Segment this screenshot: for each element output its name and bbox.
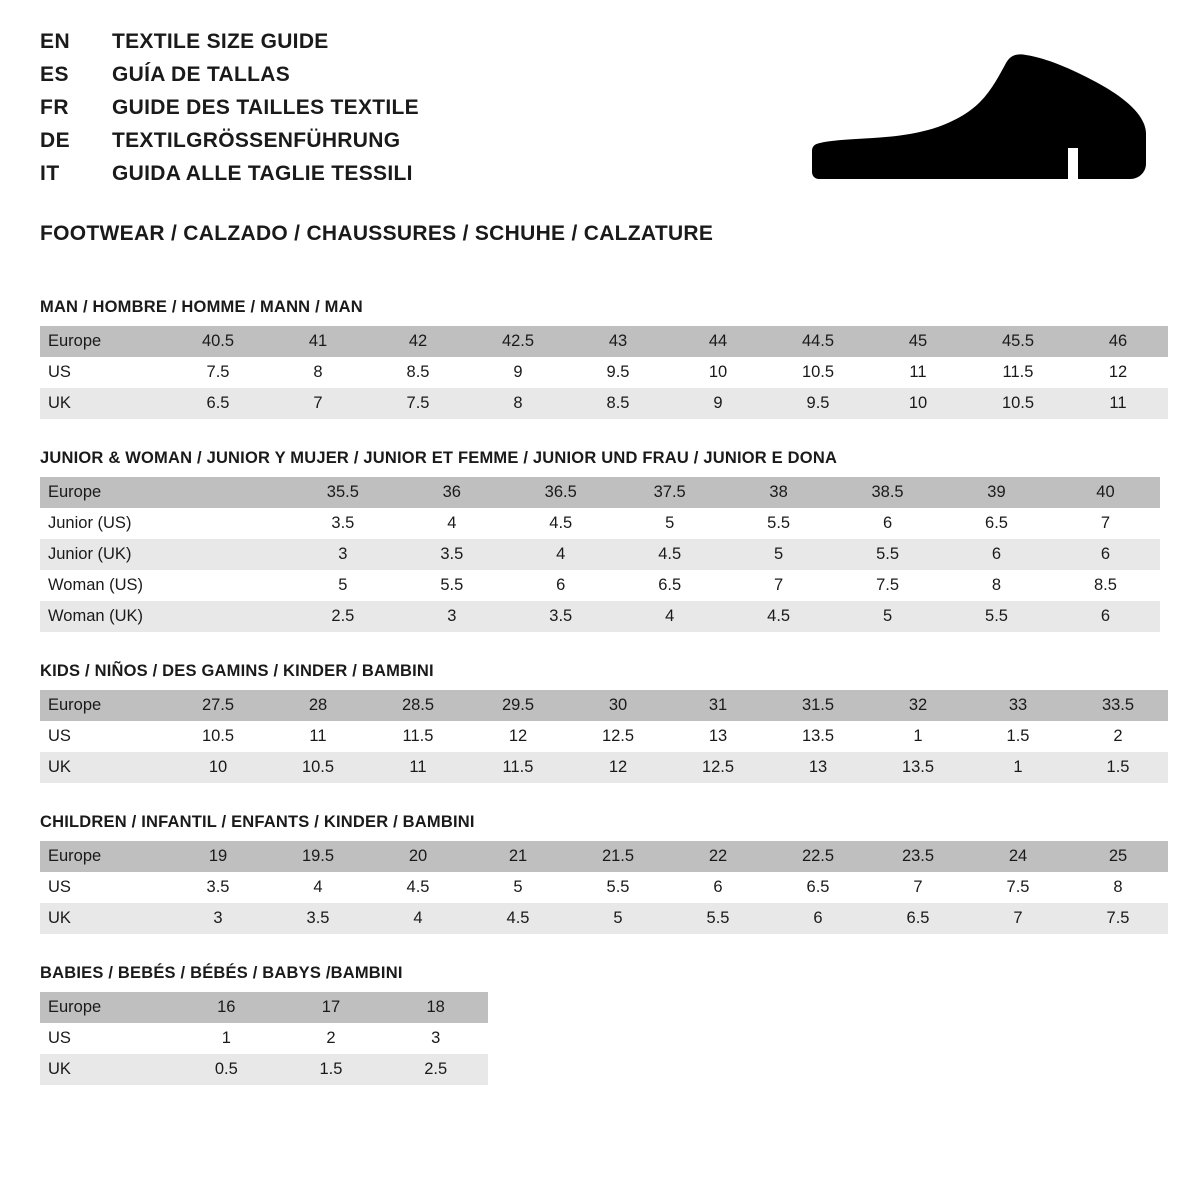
- section-title: CHILDREN / INFANTIL / ENFANTS / KINDER / BAMBINI: [40, 813, 475, 831]
- table-cell: 37.5: [615, 477, 724, 508]
- table-cell: 6: [1051, 601, 1160, 632]
- table-cell: 10.5: [968, 388, 1068, 419]
- table-cell: 7: [724, 570, 833, 601]
- table-cell: 30: [568, 690, 668, 721]
- table-row: [40, 388, 1168, 419]
- table-cell: 33: [968, 690, 1068, 721]
- table-cell: 3.5: [506, 601, 615, 632]
- table-cell: 19: [168, 841, 268, 872]
- table-cell: 24: [968, 841, 1068, 872]
- table-cell: 4.5: [615, 539, 724, 570]
- row-label: Europe: [40, 690, 168, 721]
- table-cell: 4: [368, 903, 468, 934]
- language-row: [40, 96, 419, 129]
- row-label: US: [40, 721, 168, 752]
- table-cell: 20: [368, 841, 468, 872]
- table-cell: 38.5: [833, 477, 942, 508]
- language-row: [40, 129, 419, 162]
- table-cell: 4: [506, 539, 615, 570]
- language-code: ES: [40, 63, 70, 86]
- table-cell: 21: [468, 841, 568, 872]
- size-table-section: [40, 662, 1160, 783]
- section-title: MAN / HOMBRE / HOMME / MANN / MAN: [40, 298, 363, 316]
- table-cell: 5: [724, 539, 833, 570]
- table-cell: 11.5: [368, 721, 468, 752]
- table-cell: 7: [968, 903, 1068, 934]
- table-cell: 36.5: [506, 477, 615, 508]
- table-cell: 6: [1051, 539, 1160, 570]
- table-cell: [179, 601, 288, 632]
- category-title: FOOTWEAR / CALZADO / CHAUSSURES / SCHUHE / CALZATURE: [40, 222, 714, 245]
- table-cell: 3: [288, 539, 397, 570]
- dress-shoe-icon: [810, 52, 1150, 182]
- table-cell: 8.5: [568, 388, 668, 419]
- table-cell: 12: [1068, 357, 1168, 388]
- table-cell: 5.5: [942, 601, 1051, 632]
- language-list: [40, 30, 419, 195]
- table-cell: 11: [268, 721, 368, 752]
- table-cell: 8: [1068, 872, 1168, 903]
- table-cell: 11: [1068, 388, 1168, 419]
- table-cell: 33.5: [1068, 690, 1168, 721]
- table-cell: 12.5: [668, 752, 768, 783]
- table-cell: 8: [268, 357, 368, 388]
- table-cell: 38: [724, 477, 833, 508]
- language-code: DE: [40, 129, 71, 152]
- size-table-section: [40, 813, 1160, 934]
- table-cell: 8.5: [1051, 570, 1160, 601]
- table-cell: 18: [383, 992, 488, 1023]
- table-cell: 3: [168, 903, 268, 934]
- table-cell: 7.5: [368, 388, 468, 419]
- table-cell: 29.5: [468, 690, 568, 721]
- row-label: UK: [40, 752, 168, 783]
- table-cell: 45: [868, 326, 968, 357]
- section-title: BABIES / BEBÉS / BÉBÉS / BABYS /BAMBINI: [40, 964, 403, 982]
- table-cell: 6: [668, 872, 768, 903]
- table-row: [40, 1023, 488, 1054]
- table-cell: 10.5: [168, 721, 268, 752]
- table-row: [40, 1054, 488, 1085]
- row-label: Woman (US): [40, 570, 179, 601]
- table-cell: 6.5: [868, 903, 968, 934]
- section-spacer: [40, 419, 1160, 449]
- row-label: UK: [40, 1054, 174, 1085]
- table-cell: 1.5: [968, 721, 1068, 752]
- table-cell: 7.5: [968, 872, 1068, 903]
- table-cell: 3.5: [268, 903, 368, 934]
- row-label: Junior (US): [40, 508, 179, 539]
- table-cell: 2.5: [383, 1054, 488, 1085]
- table-cell: 35.5: [288, 477, 397, 508]
- section-spacer: [40, 1085, 1160, 1115]
- table-cell: 3.5: [397, 539, 506, 570]
- table-cell: 1: [868, 721, 968, 752]
- table-cell: 41: [268, 326, 368, 357]
- table-cell: 3: [383, 1023, 488, 1054]
- row-label: Woman (UK): [40, 601, 179, 632]
- table-cell: 36: [397, 477, 506, 508]
- table-cell: 10: [168, 752, 268, 783]
- table-row: [40, 508, 1160, 539]
- table-cell: 25: [1068, 841, 1168, 872]
- table-cell: 46: [1068, 326, 1168, 357]
- table-cell: 7: [268, 388, 368, 419]
- table-cell: 4: [615, 601, 724, 632]
- table-cell: 31: [668, 690, 768, 721]
- table-cell: [179, 570, 288, 601]
- section-title: KIDS / NIÑOS / DES GAMINS / KINDER / BAMBINI: [40, 662, 434, 680]
- table-cell: 22: [668, 841, 768, 872]
- table-cell: 2.5: [288, 601, 397, 632]
- table-row: [40, 841, 1168, 872]
- table-row: [40, 601, 1160, 632]
- table-cell: 11.5: [468, 752, 568, 783]
- table-cell: 8: [942, 570, 1051, 601]
- table-cell: 45.5: [968, 326, 1068, 357]
- table-cell: 5: [615, 508, 724, 539]
- table-cell: 1.5: [279, 1054, 384, 1085]
- language-row: [40, 162, 419, 195]
- row-label: Europe: [40, 477, 179, 508]
- table-cell: 23.5: [868, 841, 968, 872]
- table-cell: 5.5: [833, 539, 942, 570]
- row-label: Europe: [40, 992, 174, 1023]
- table-cell: 2: [279, 1023, 384, 1054]
- table-cell: 12.5: [568, 721, 668, 752]
- table-cell: 3.5: [168, 872, 268, 903]
- language-code: EN: [40, 30, 71, 53]
- table-row: [40, 752, 1168, 783]
- table-cell: 3: [397, 601, 506, 632]
- language-title: GUIDE DES TAILLES TEXTILE: [112, 96, 419, 119]
- table-cell: 5.5: [397, 570, 506, 601]
- row-label: US: [40, 1023, 174, 1054]
- table-cell: 43: [568, 326, 668, 357]
- row-label: Europe: [40, 841, 168, 872]
- table-row: [40, 992, 488, 1023]
- language-row: [40, 30, 419, 63]
- table-row: [40, 539, 1160, 570]
- table-cell: 5: [833, 601, 942, 632]
- table-cell: 39: [942, 477, 1051, 508]
- language-title: GUIDA ALLE TAGLIE TESSILI: [112, 162, 413, 185]
- section-title: JUNIOR & WOMAN / JUNIOR Y MUJER / JUNIOR ET FEMME / JUNIOR UND FRAU / JUNIOR E DONA: [40, 449, 838, 467]
- table-cell: 6: [506, 570, 615, 601]
- table-cell: 42: [368, 326, 468, 357]
- table-cell: 5: [568, 903, 668, 934]
- table-cell: 13: [768, 752, 868, 783]
- table-cell: 8.5: [368, 357, 468, 388]
- row-label: US: [40, 872, 168, 903]
- table-cell: 3.5: [288, 508, 397, 539]
- section-spacer: [40, 632, 1160, 662]
- table-row: [40, 690, 1168, 721]
- size-table-section: [40, 449, 1160, 632]
- table-cell: 27.5: [168, 690, 268, 721]
- table-cell: 28: [268, 690, 368, 721]
- table-cell: 5.5: [568, 872, 668, 903]
- table-row: [40, 903, 1168, 934]
- size-table: [40, 477, 1160, 632]
- table-cell: 32: [868, 690, 968, 721]
- table-cell: 4.5: [368, 872, 468, 903]
- row-label: Europe: [40, 326, 168, 357]
- table-cell: 1: [968, 752, 1068, 783]
- table-cell: 6: [942, 539, 1051, 570]
- table-cell: 6.5: [942, 508, 1051, 539]
- table-cell: 5.5: [668, 903, 768, 934]
- size-table-section: [40, 298, 1160, 419]
- table-cell: 13.5: [868, 752, 968, 783]
- table-cell: 5: [468, 872, 568, 903]
- size-table: [40, 992, 488, 1085]
- size-table: [40, 326, 1168, 419]
- table-cell: 4.5: [468, 903, 568, 934]
- table-cell: 6.5: [168, 388, 268, 419]
- table-cell: 2: [1068, 721, 1168, 752]
- table-cell: 5: [288, 570, 397, 601]
- table-row: [40, 872, 1168, 903]
- table-cell: 12: [468, 721, 568, 752]
- language-title: TEXTILE SIZE GUIDE: [112, 30, 329, 53]
- table-cell: 11: [368, 752, 468, 783]
- sections-container: [40, 298, 1160, 1115]
- row-label: Junior (UK): [40, 539, 179, 570]
- table-cell: 10: [868, 388, 968, 419]
- shoe-illustration: [800, 30, 1160, 182]
- table-cell: 31.5: [768, 690, 868, 721]
- row-label: US: [40, 357, 168, 388]
- table-row: [40, 326, 1168, 357]
- table-cell: 22.5: [768, 841, 868, 872]
- table-cell: 19.5: [268, 841, 368, 872]
- table-cell: 7.5: [168, 357, 268, 388]
- table-cell: 13: [668, 721, 768, 752]
- table-cell: 42.5: [468, 326, 568, 357]
- table-cell: 7.5: [1068, 903, 1168, 934]
- table-cell: 44: [668, 326, 768, 357]
- table-cell: 10.5: [768, 357, 868, 388]
- table-row: [40, 570, 1160, 601]
- table-cell: 21.5: [568, 841, 668, 872]
- table-cell: 6: [768, 903, 868, 934]
- language-code: FR: [40, 96, 69, 119]
- size-table: [40, 841, 1168, 934]
- table-cell: 16: [174, 992, 279, 1023]
- table-cell: 9: [668, 388, 768, 419]
- table-cell: 44.5: [768, 326, 868, 357]
- table-cell: 12: [568, 752, 668, 783]
- section-spacer: [40, 783, 1160, 813]
- table-cell: [179, 508, 288, 539]
- table-cell: 40.5: [168, 326, 268, 357]
- table-cell: 17: [279, 992, 384, 1023]
- language-code: IT: [40, 162, 60, 185]
- row-label: UK: [40, 903, 168, 934]
- table-cell: 8: [468, 388, 568, 419]
- table-cell: [179, 539, 288, 570]
- table-cell: 0.5: [174, 1054, 279, 1085]
- table-cell: 4.5: [506, 508, 615, 539]
- table-cell: 6.5: [615, 570, 724, 601]
- table-cell: 7.5: [833, 570, 942, 601]
- table-cell: 9.5: [768, 388, 868, 419]
- table-cell: 28.5: [368, 690, 468, 721]
- table-cell: 11: [868, 357, 968, 388]
- table-cell: 10.5: [268, 752, 368, 783]
- section-spacer: [40, 934, 1160, 964]
- table-cell: 40: [1051, 477, 1160, 508]
- table-cell: 4.5: [724, 601, 833, 632]
- table-cell: 13.5: [768, 721, 868, 752]
- table-cell: 6: [833, 508, 942, 539]
- table-cell: [179, 477, 288, 508]
- table-cell: 10: [668, 357, 768, 388]
- table-row: [40, 357, 1168, 388]
- table-cell: 11.5: [968, 357, 1068, 388]
- language-row: [40, 63, 419, 96]
- table-cell: 7: [868, 872, 968, 903]
- table-cell: 5.5: [724, 508, 833, 539]
- table-cell: 1.5: [1068, 752, 1168, 783]
- table-cell: 6.5: [768, 872, 868, 903]
- language-title: GUÍA DE TALLAS: [112, 63, 291, 86]
- table-cell: 4: [397, 508, 506, 539]
- table-cell: 9.5: [568, 357, 668, 388]
- table-cell: 9: [468, 357, 568, 388]
- table-row: [40, 721, 1168, 752]
- table-cell: 7: [1051, 508, 1160, 539]
- table-cell: 4: [268, 872, 368, 903]
- row-label: UK: [40, 388, 168, 419]
- size-table: [40, 690, 1168, 783]
- size-table-section: [40, 964, 1160, 1085]
- table-cell: 1: [174, 1023, 279, 1054]
- language-title: TEXTILGRÖSSENFÜHRUNG: [112, 129, 401, 152]
- table-row: [40, 477, 1160, 508]
- header: [40, 30, 1160, 195]
